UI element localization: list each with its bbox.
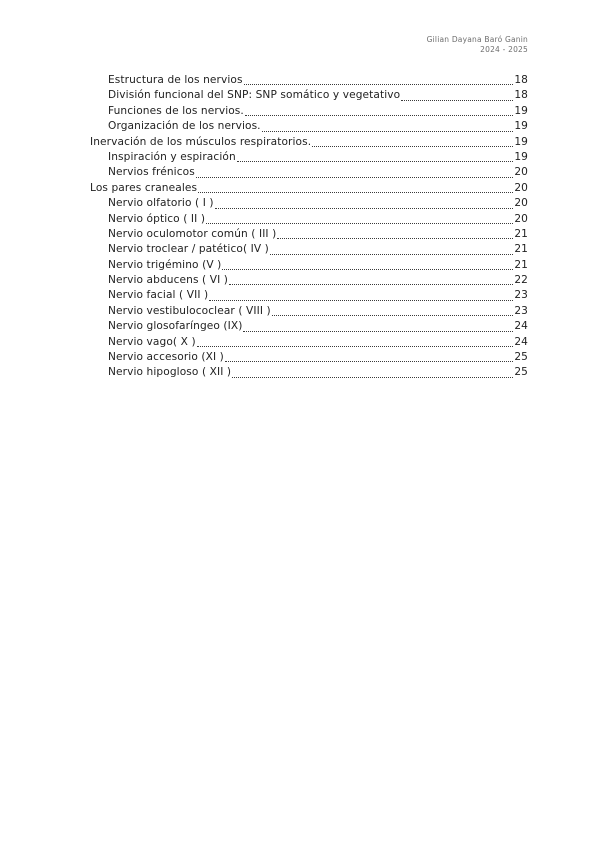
toc-entry-title: Nervio olfatorio ( I ) [108, 197, 214, 210]
toc-entry-title: Nervio óptico ( II ) [108, 212, 206, 225]
toc-entry-title: Nervios frénicos [108, 166, 195, 179]
toc-dot-leader [196, 176, 513, 178]
toc-dot-leader [237, 160, 514, 162]
toc-entry-page-number: 19 [514, 135, 528, 148]
toc-entry-page-number: 21 [514, 227, 528, 240]
toc-entry-page-number: 23 [514, 304, 528, 317]
toc-entry[interactable] [90, 258, 528, 273]
toc-entry[interactable] [90, 335, 528, 350]
toc-entry[interactable] [90, 181, 528, 196]
toc-dot-leader [262, 130, 514, 132]
toc-dot-leader [401, 99, 513, 101]
toc-dot-leader [312, 145, 513, 147]
toc-dot-leader [206, 222, 513, 224]
toc-entry-page-number: 20 [514, 181, 528, 194]
toc-entry[interactable] [90, 119, 528, 134]
toc-entry-page-number: 22 [514, 274, 528, 287]
toc-entry-page-number: 24 [514, 335, 528, 348]
toc-entry-title: Los pares craneales [90, 181, 198, 194]
toc-dot-leader [225, 360, 513, 362]
toc-entry[interactable] [90, 365, 528, 380]
toc-entry-title: Nervio vestibulococlear ( VIII ) [108, 304, 271, 317]
toc-entry[interactable] [90, 304, 528, 319]
toc-entry-page-number: 20 [514, 166, 528, 179]
toc-entry-page-number: 20 [514, 212, 528, 225]
toc-entry-page-number: 23 [514, 289, 528, 302]
toc-entry[interactable] [90, 196, 528, 211]
toc-entry[interactable] [90, 104, 528, 119]
toc-entry[interactable] [90, 227, 528, 242]
toc-entry-title: División funcional del SNP: SNP somático y vegetativo [108, 89, 401, 102]
toc-entry-title: Organización de los nervios. [108, 120, 261, 133]
toc-dot-leader [209, 299, 513, 301]
toc-dot-leader [215, 207, 514, 209]
toc-entry[interactable] [90, 242, 528, 257]
toc-entry-title: Nervio trigémino (V ) [108, 258, 222, 271]
toc-entry-page-number: 25 [514, 351, 528, 364]
header-author: Gilian Dayana Baró Ganin [426, 35, 528, 44]
toc-entry-page-number: 21 [514, 243, 528, 256]
toc-entry-title: Nervio facial ( VII ) [108, 289, 209, 302]
toc-entry[interactable] [90, 165, 528, 180]
toc-entry-title: Nervio glosofaríngeo (IX) [108, 320, 243, 333]
toc-entry[interactable] [90, 73, 528, 88]
toc-entry[interactable] [90, 135, 528, 150]
toc-entry[interactable] [90, 150, 528, 165]
toc-entry[interactable] [90, 288, 528, 303]
toc-entry-title: Funciones de los nervios. [108, 104, 244, 117]
toc-dot-leader [243, 330, 513, 332]
toc-entry[interactable] [90, 212, 528, 227]
toc-entry-title: Nervio troclear / patético( IV ) [108, 243, 269, 256]
toc-dot-leader [229, 283, 513, 285]
toc-entry[interactable] [90, 350, 528, 365]
toc-entry-title: Nervio abducens ( VI ) [108, 274, 229, 287]
toc-entry-page-number: 19 [514, 120, 528, 133]
toc-dot-leader [232, 376, 513, 378]
toc-entry-page-number: 24 [514, 320, 528, 333]
toc-dot-leader [277, 237, 513, 239]
toc-entry-title: Nervio oculomotor común ( III ) [108, 227, 277, 240]
toc-entry-title: Inervación de los músculos respiratorios. [90, 135, 312, 148]
toc-entry-title: Nervio vago( X ) [108, 335, 196, 348]
toc-entry-title: Nervio hipogloso ( XII ) [108, 366, 232, 379]
toc-entry-title: Nervio accesorio (XI ) [108, 351, 224, 364]
toc-dot-leader [272, 314, 514, 316]
toc-entry-page-number: 20 [514, 197, 528, 210]
toc-dot-leader [245, 114, 513, 116]
toc-entry-page-number: 21 [514, 258, 528, 271]
header-years: 2024 - 2025 [480, 45, 528, 54]
toc-entry-page-number: 25 [514, 366, 528, 379]
toc-entry[interactable] [90, 273, 528, 288]
toc-dot-leader [244, 83, 514, 85]
toc-entry-title: Estructura de los nervios [108, 74, 243, 86]
toc-dot-leader [270, 253, 513, 255]
toc-dot-leader [197, 345, 514, 347]
toc-entry-page-number: 19 [514, 104, 528, 117]
page-header [427, 35, 528, 55]
toc-entry-title: Inspiración y espiración [108, 150, 236, 163]
table-of-contents [90, 73, 528, 381]
toc-entry-page-number: 18 [514, 74, 528, 86]
toc-dot-leader [198, 191, 513, 193]
toc-entry-page-number: 19 [514, 150, 528, 163]
toc-dot-leader [222, 268, 513, 270]
toc-entry[interactable] [90, 319, 528, 334]
toc-entry-page-number: 18 [514, 89, 528, 102]
toc-entry[interactable] [90, 88, 528, 103]
